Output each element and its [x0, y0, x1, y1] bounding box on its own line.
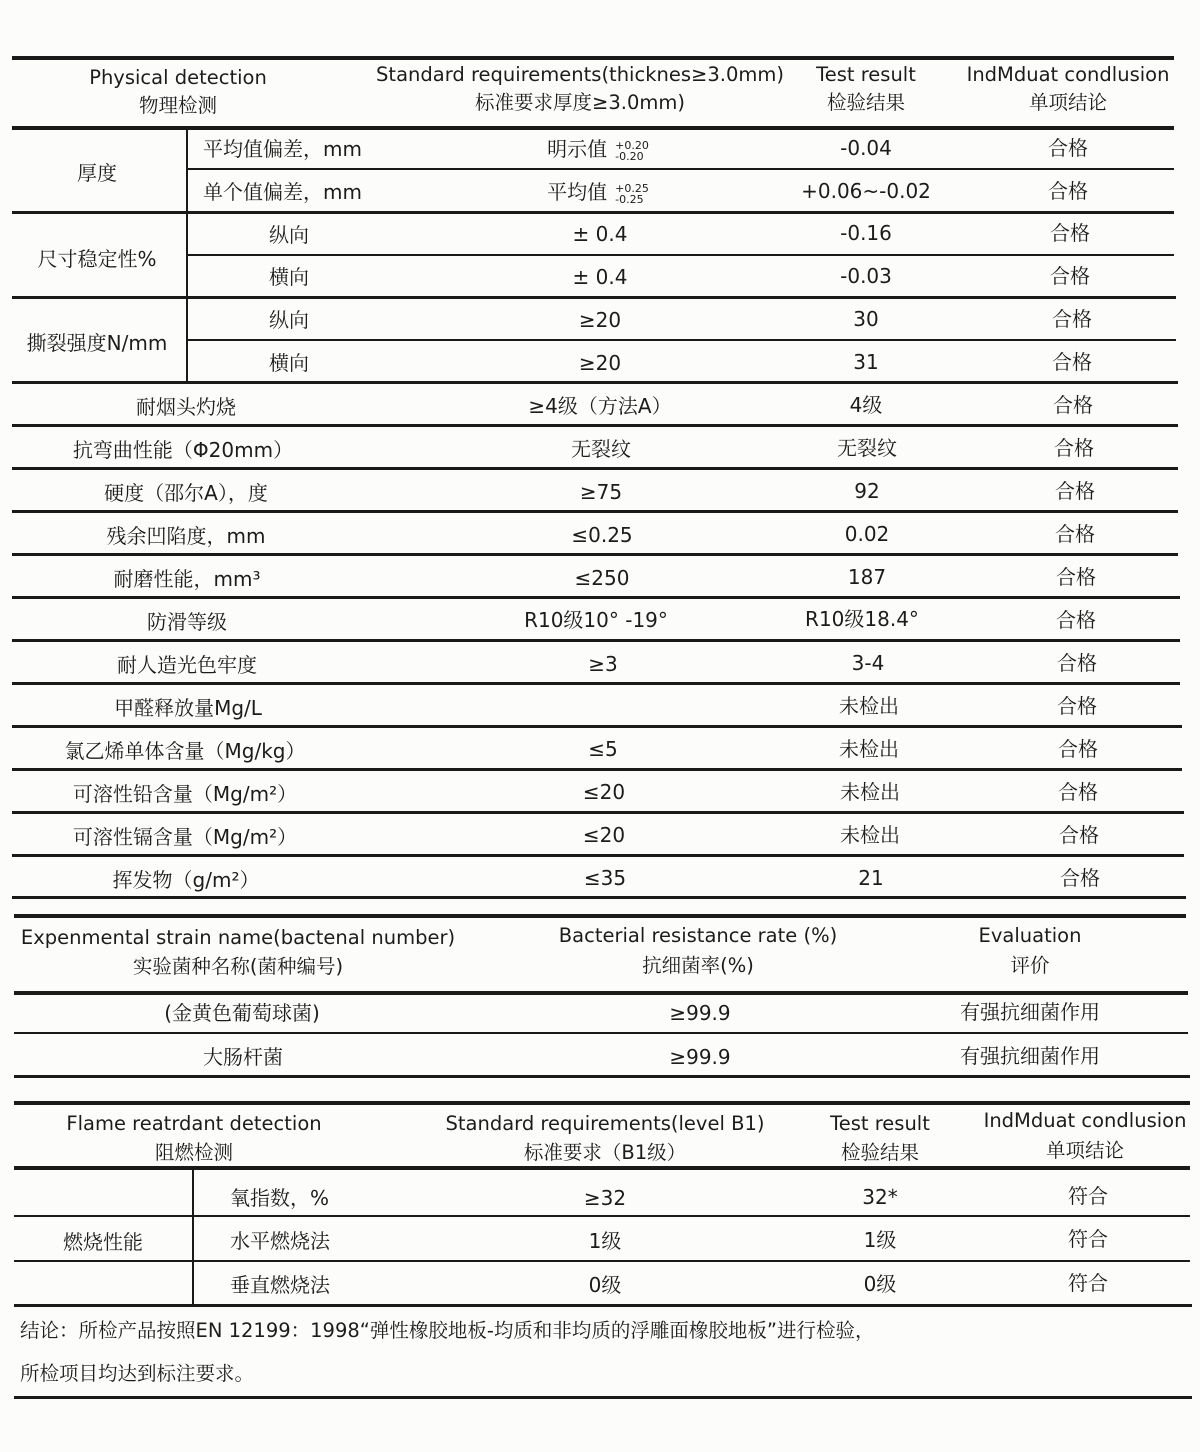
standard-cell: ≥20	[578, 308, 622, 332]
row-rule	[188, 339, 1176, 341]
result-cell: 32*	[862, 1185, 898, 1209]
header-bottom-rule	[14, 991, 1188, 995]
sub-label: 水平燃烧法	[230, 1229, 330, 1253]
conclusion-cell: 合格	[1059, 823, 1099, 847]
conclusion-cell: 合格	[1058, 780, 1098, 804]
sub-label: 单个值偏差，mm	[203, 180, 362, 204]
group-divider-burning	[192, 1169, 194, 1305]
sub-label: 横向	[269, 351, 309, 375]
group-rule	[12, 296, 1176, 299]
result-cell: 0级	[863, 1272, 897, 1296]
conclusion-cell: 合格	[1050, 264, 1090, 288]
row-rule	[12, 467, 1178, 470]
header-conclusion-en: IndMduat condlusion	[966, 63, 1170, 86]
group-label-burning: 燃烧性能	[63, 1230, 143, 1254]
standard-cell: 明示值 +0.20 -0.20	[547, 137, 649, 163]
result-cell: -0.03	[840, 264, 892, 288]
result-cell: 未检出	[840, 780, 900, 804]
conclusion-line-1: 结论：所检产品按照EN 12199：1998“弹性橡胶地板-均质和非均质的浮雕面橡胶地板”进行检验，	[20, 1319, 875, 1342]
row-rule	[12, 553, 1178, 556]
item-label: 耐烟头灼烧	[136, 395, 236, 419]
conclusion-cell: 合格	[1052, 350, 1092, 374]
table-top-rule	[14, 914, 1186, 918]
conclusion-line-2: 所检项目均达到标注要求。	[20, 1362, 255, 1385]
header-rate-en: Bacterial resistance rate (%)	[558, 924, 838, 947]
sub-label: 横向	[269, 265, 309, 289]
conclusion-cell: 合格	[1057, 651, 1097, 675]
page-bottom-rule	[14, 1396, 1192, 1399]
sub-label: 纵向	[269, 223, 309, 247]
result-cell: 187	[847, 565, 887, 589]
table-bottom-rule	[14, 1075, 1190, 1078]
standard-cell: ≥32	[583, 1186, 627, 1210]
tolerance-superscript: +0.20 -0.20	[615, 138, 649, 163]
standard-cell: ≥20	[578, 351, 622, 375]
conclusion-cell: 合格	[1056, 608, 1096, 632]
evaluation-cell: 有强抗细菌作用	[960, 1000, 1100, 1024]
result-cell: 未检出	[839, 694, 899, 718]
row-rule	[12, 811, 1184, 814]
header-conclusion-en: IndMduat condlusion	[983, 1109, 1187, 1132]
header-bottom-rule	[14, 1166, 1190, 1170]
conclusion-cell: 合格	[1055, 479, 1095, 503]
conclusion-cell: 合格	[1055, 522, 1095, 546]
header-standard-cn: 标准要求厚度≥3.0mm)	[475, 91, 685, 114]
row-rule	[12, 596, 1180, 599]
header-result-cn: 检验结果	[826, 91, 906, 114]
item-label: 硬度（邵尔A），度	[104, 481, 268, 505]
result-cell: 未检出	[840, 823, 900, 847]
standard-cell: 无裂纹	[571, 437, 631, 461]
table-bottom-rule	[14, 1304, 1192, 1307]
standard-cell: 平均值 +0.25 -0.25	[547, 180, 649, 206]
row-rule	[12, 854, 1184, 857]
conclusion-cell: 符合	[1068, 1227, 1108, 1251]
conclusion-cell: 合格	[1048, 179, 1088, 203]
result-cell: 无裂纹	[837, 436, 897, 460]
row-rule	[188, 254, 1174, 256]
standard-cell: ≤5	[588, 737, 618, 761]
item-label: 氯乙烯单体含量（Mg/kg）	[64, 739, 306, 763]
row-rule	[12, 639, 1180, 642]
item-label: 甲醛释放量Mg/L	[114, 696, 262, 720]
conclusion-cell: 合格	[1048, 136, 1088, 160]
result-cell: 21	[858, 866, 884, 890]
item-label: 抗弯曲性能（Φ20mm）	[72, 438, 294, 462]
item-label: 挥发物（g/m²）	[112, 868, 260, 892]
header-standard-en: Standard requirements(level B1)	[445, 1112, 765, 1135]
result-cell: 4级	[849, 393, 883, 417]
standard-cell: ± 0.4	[572, 222, 628, 246]
item-label: 防滑等级	[147, 610, 227, 634]
result-cell: 31	[853, 350, 879, 374]
result-cell: 30	[853, 307, 879, 331]
rate-cell: ≥99.9	[669, 1045, 731, 1069]
standard-cell: 0级	[588, 1273, 622, 1297]
rate-cell: ≥99.9	[669, 1001, 731, 1025]
row-rule	[188, 168, 1174, 170]
sub-label: 平均值偏差，mm	[203, 137, 362, 161]
standard-cell: ≥4级（方法A）	[528, 394, 672, 418]
item-label: 可溶性镉含量（Mg/m²）	[72, 825, 298, 849]
result-cell: R10级18.4°	[805, 607, 919, 631]
table-top-rule	[14, 1101, 1190, 1105]
result-cell: 1级	[863, 1228, 897, 1252]
row-rule	[12, 424, 1178, 427]
group-rule	[12, 211, 1174, 214]
result-cell: 3-4	[851, 651, 885, 675]
standard-cell: R10级10° -19°	[524, 608, 668, 632]
result-cell: +0.06~-0.02	[801, 179, 931, 203]
header-strain-en: Expenmental strain name(bactenal number)	[20, 926, 456, 949]
standard-cell: ≤20	[582, 823, 626, 847]
header-rate-cn: 抗细菌率(%)	[642, 954, 754, 977]
group-label-thickness: 厚度	[77, 161, 117, 185]
conclusion-cell: 合格	[1052, 307, 1092, 331]
standard-cell: ≤250	[574, 566, 630, 590]
standard-cell: 1级	[588, 1229, 622, 1253]
conclusion-cell: 合格	[1058, 737, 1098, 761]
conclusion-cell: 符合	[1068, 1271, 1108, 1295]
item-label: 残余凹陷度，mm	[106, 524, 266, 548]
header-evaluation-cn: 评价	[1010, 954, 1050, 977]
header-conclusion-cn: 单项结论	[1045, 1139, 1125, 1162]
result-cell: 92	[854, 479, 880, 503]
conclusion-cell: 合格	[1060, 866, 1100, 890]
table-top-rule	[12, 56, 1174, 60]
header-result-en: Test result	[830, 1112, 930, 1135]
strain-cell: 大肠杆菌	[203, 1045, 283, 1069]
strain-cell: (金黄色葡萄球菌)	[164, 1001, 320, 1025]
standard-cell: ± 0.4	[572, 265, 628, 289]
sub-label: 垂直燃烧法	[230, 1273, 330, 1297]
header-evaluation-en: Evaluation	[978, 924, 1082, 947]
standard-cell: ≤35	[583, 866, 627, 890]
evaluation-cell: 有强抗细菌作用	[960, 1044, 1100, 1068]
table-bottom-rule	[12, 896, 1186, 899]
header-standard-en: Standard requirements(thicknes≥3.0mm)	[376, 63, 784, 86]
conclusion-cell: 合格	[1056, 565, 1096, 589]
conclusion-cell: 合格	[1053, 393, 1093, 417]
header-physical-cn: 物理检测	[138, 94, 218, 117]
group-rule	[12, 381, 1178, 384]
tolerance-superscript: +0.25 -0.25	[615, 181, 649, 206]
header-flame-en: Flame reatrdant detection	[66, 1112, 322, 1135]
result-cell: 未检出	[839, 737, 899, 761]
row-rule	[14, 1215, 1190, 1217]
standard-cell: ≥75	[579, 480, 623, 504]
row-rule	[14, 1260, 1190, 1262]
group-label-stability: 尺寸稳定性%	[37, 247, 157, 271]
conclusion-cell: 合格	[1054, 436, 1094, 460]
conclusion-cell: 合格	[1057, 694, 1097, 718]
group-label-tear: 撕裂强度N/mm	[26, 331, 168, 355]
item-label: 耐磨性能，mm³	[113, 567, 261, 591]
header-flame-cn: 阻燃检测	[154, 1141, 234, 1164]
group-divider-thickness	[186, 129, 188, 215]
sub-label: 氧指数，%	[230, 1186, 330, 1210]
conclusion-cell: 符合	[1068, 1184, 1108, 1208]
group-divider-stability	[186, 213, 188, 299]
standard-cell: ≥3	[588, 652, 618, 676]
header-result-en: Test result	[816, 63, 916, 86]
row-rule	[12, 768, 1182, 771]
standard-cell: ≤20	[582, 780, 626, 804]
row-rule	[14, 1032, 1188, 1034]
sub-label: 纵向	[269, 308, 309, 332]
item-label: 可溶性铅含量（Mg/m²）	[72, 782, 298, 806]
row-rule	[12, 682, 1180, 685]
header-physical-en: Physical detection	[89, 66, 267, 89]
result-cell: -0.04	[840, 136, 892, 160]
header-result-cn: 检验结果	[840, 1141, 920, 1164]
row-rule	[12, 510, 1178, 513]
result-cell: 0.02	[844, 522, 890, 546]
result-cell: -0.16	[840, 221, 892, 245]
header-conclusion-cn: 单项结论	[1028, 91, 1108, 114]
standard-cell: ≤0.25	[571, 523, 633, 547]
header-standard-cn: 标准要求（B1级）	[523, 1141, 687, 1164]
item-label: 耐人造光色牢度	[117, 653, 257, 677]
header-strain-cn: 实验菌种名称(菌种编号)	[132, 955, 344, 978]
conclusion-cell: 合格	[1050, 221, 1090, 245]
row-rule	[12, 725, 1182, 728]
